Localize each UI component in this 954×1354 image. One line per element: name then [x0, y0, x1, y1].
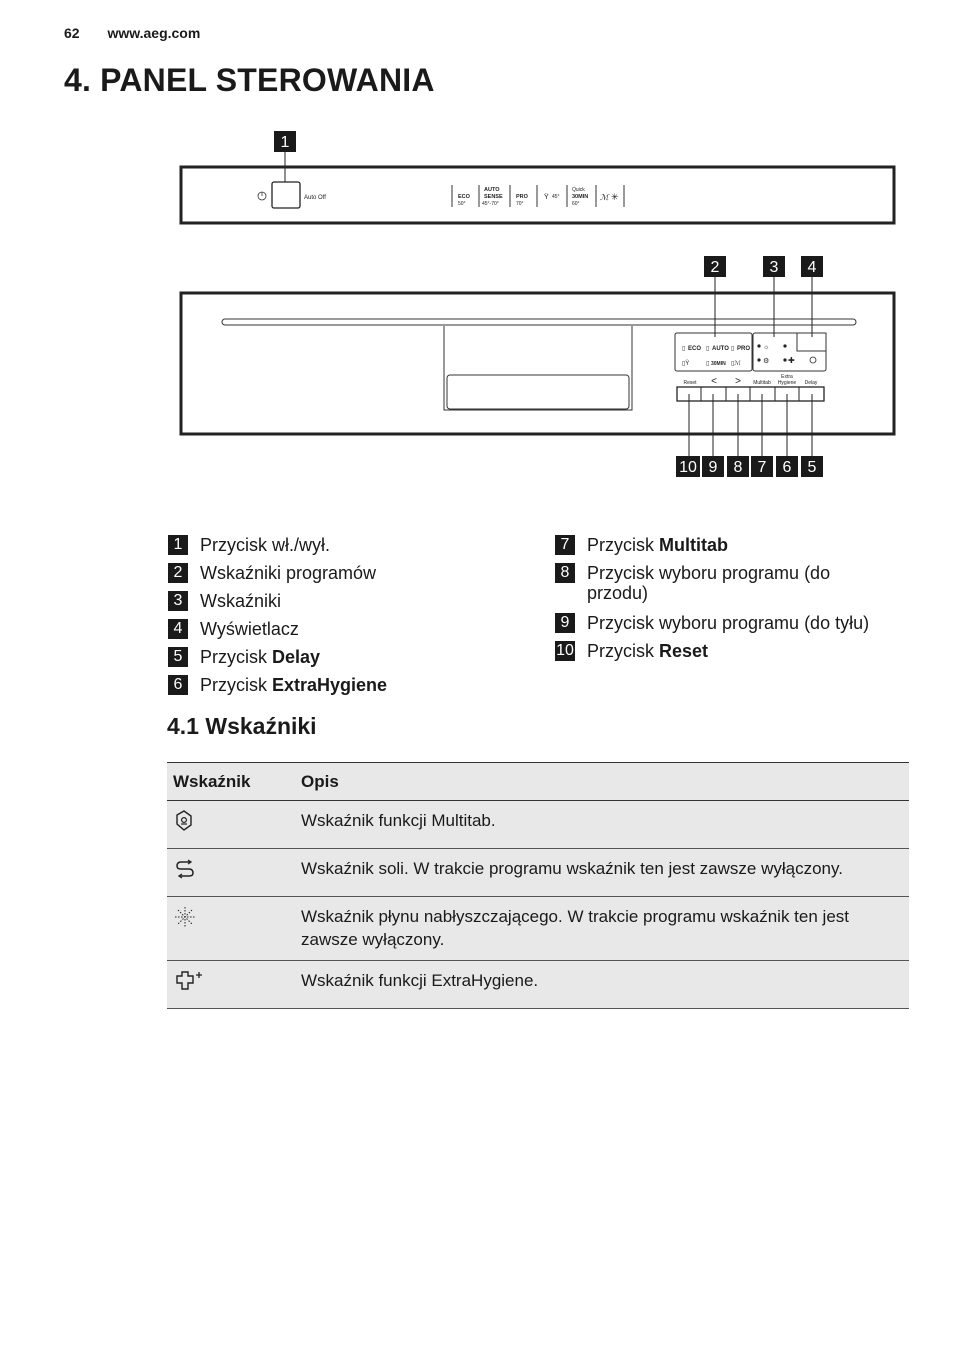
svg-text:✳: ✳	[611, 192, 619, 202]
callout-1-label: 1	[280, 134, 290, 151]
header-url[interactable]: www.aeg.com	[107, 25, 201, 41]
onoff-button[interactable]	[272, 182, 300, 208]
svg-text:Hygiene: Hygiene	[777, 380, 797, 386]
table-header-row	[167, 763, 909, 801]
column-header: Wskaźnik	[167, 763, 295, 801]
svg-text:45°: 45°	[552, 194, 560, 200]
legend-item: 9 Przycisk wyboru programu (do tyłu)	[555, 613, 869, 633]
svg-text:▯ℳ: ▯ℳ	[731, 361, 741, 367]
legend-item: 8 Przycisk wyboru programu (do przodu)	[555, 563, 895, 603]
svg-text:>: >	[735, 376, 741, 387]
row-description: Wskaźnik funkcji ExtraHygiene.	[295, 961, 909, 1009]
svg-text:☼: ☼	[763, 344, 770, 351]
legend-item: 7 Przycisk Multitab	[555, 535, 728, 555]
svg-text:▯: ▯	[731, 346, 735, 352]
svg-text:ECO: ECO	[458, 194, 470, 200]
svg-text:▯: ▯	[706, 346, 710, 352]
column-header: Opis	[295, 763, 909, 801]
svg-text:▯: ▯	[682, 346, 686, 352]
legend-item: 10 Przycisk Reset	[556, 641, 709, 661]
svg-text:70°: 70°	[516, 201, 524, 207]
legend-item: 1 Przycisk wł./wył.	[168, 535, 330, 555]
svg-text:Multitab: Multitab	[753, 380, 771, 386]
table-row	[167, 801, 909, 849]
svg-text:▯Ÿ: ▯Ÿ	[682, 361, 690, 367]
svg-text:PRO: PRO	[516, 194, 528, 200]
svg-text:2: 2	[710, 259, 720, 276]
row-description: Wskaźnik soli. W trakcie programu wskaźnik ten jest zawsze wyłączony.	[295, 849, 909, 897]
row-description: Wskaźnik funkcji Multitab.	[295, 801, 909, 849]
svg-text:3: 3	[769, 259, 779, 276]
section-title: 4.1 Wskaźniki	[167, 713, 317, 739]
svg-text:45°-70°: 45°-70°	[482, 201, 499, 207]
extrahygiene-icon	[173, 969, 203, 993]
svg-text:6: 6	[782, 459, 792, 476]
legend-item: 3 Wskaźniki	[168, 591, 281, 611]
page-number: 62	[64, 25, 80, 41]
svg-text:ECO: ECO	[688, 346, 702, 352]
svg-text:PRO: PRO	[737, 346, 751, 352]
legend-item: 4 Wyświetlacz	[168, 619, 299, 639]
svg-text:Extra: Extra	[781, 374, 793, 380]
svg-text:4: 4	[807, 259, 817, 276]
multitab-icon	[173, 809, 195, 833]
svg-text:AUTO: AUTO	[712, 346, 729, 352]
svg-text:9: 9	[708, 459, 718, 476]
svg-text:AUTO: AUTO	[484, 187, 500, 193]
table-row	[167, 897, 909, 961]
svg-text:Reset: Reset	[683, 380, 697, 386]
svg-text:10: 10	[679, 459, 697, 476]
svg-text:8: 8	[733, 459, 743, 476]
svg-text:50°: 50°	[458, 201, 466, 207]
svg-text:Quick: Quick	[572, 187, 585, 193]
auto-off-label: Auto Off	[304, 195, 326, 201]
svg-text:ℳ: ℳ	[600, 193, 609, 202]
svg-text:Ÿ: Ÿ	[544, 194, 549, 201]
salt-icon	[173, 857, 197, 881]
page-title: 4. PANEL STEROWANIA	[64, 62, 435, 98]
svg-text:30MIN: 30MIN	[572, 194, 589, 200]
svg-text:<: <	[711, 376, 717, 387]
rinse-aid-icon	[173, 905, 197, 929]
svg-text:⚙: ⚙	[763, 358, 770, 365]
top-panel-diagram	[181, 131, 894, 223]
table-row	[167, 961, 909, 1009]
legend-item: 5 Przycisk Delay	[168, 647, 320, 667]
svg-text:5: 5	[807, 459, 817, 476]
svg-text:60°: 60°	[572, 201, 580, 207]
svg-text:✚: ✚	[788, 356, 795, 365]
control-panel-diagram	[0, 0, 954, 500]
indicators-table	[167, 762, 909, 1009]
svg-text:▯: ▯	[706, 361, 710, 367]
svg-text:30MIN: 30MIN	[711, 361, 726, 367]
legend-item: 6 Przycisk ExtraHygiene	[168, 675, 387, 695]
svg-text:Delay: Delay	[804, 380, 818, 386]
svg-text:7: 7	[757, 459, 767, 476]
table-row	[167, 849, 909, 897]
row-description: Wskaźnik płynu nabłyszczającego. W trakcie programu wskaźnik ten jest zawsze wyłączony.	[295, 897, 909, 961]
svg-text:SENSE: SENSE	[484, 194, 503, 200]
legend-item: 2 Wskaźniki programów	[168, 563, 376, 583]
